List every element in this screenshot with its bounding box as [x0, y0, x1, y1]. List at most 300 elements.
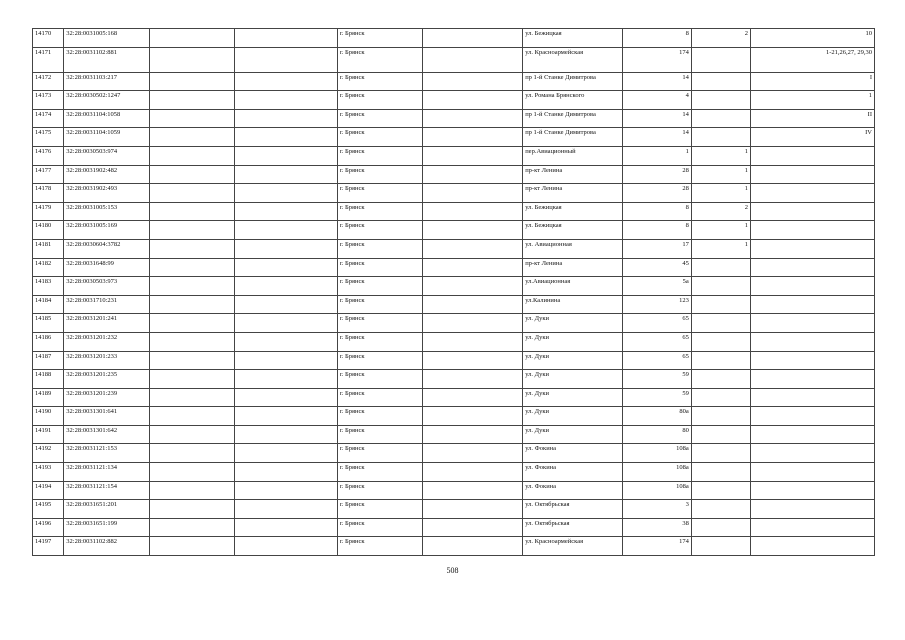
cell-building: 1 [691, 146, 750, 165]
cell-building [691, 444, 750, 463]
cell-house: 28 [622, 184, 691, 203]
cell-cadastral-number: 32:28:0031102:881 [64, 47, 150, 72]
cell-record-number: 14194 [33, 481, 64, 500]
cell-empty [422, 332, 523, 351]
table-row [33, 146, 875, 165]
cell-street: пр-кт Ленина [523, 258, 622, 277]
cell-empty [150, 463, 235, 482]
table-row [33, 47, 875, 72]
cell-empty [150, 165, 235, 184]
cell-empty [150, 72, 235, 91]
cell-house: 1 [622, 146, 691, 165]
cell-empty [235, 146, 338, 165]
table-row [33, 407, 875, 426]
cell-house: 45 [622, 258, 691, 277]
cell-empty [235, 518, 338, 537]
cell-building: 1 [691, 221, 750, 240]
cell-cadastral-number: 32:28:0031104:1059 [64, 128, 150, 147]
cell-premises [750, 258, 874, 277]
cell-record-number: 14189 [33, 388, 64, 407]
cell-empty [235, 239, 338, 258]
cell-building [691, 72, 750, 91]
cell-cadastral-number: 32:28:0031005:169 [64, 221, 150, 240]
cell-cadastral-number: 32:28:0030503:973 [64, 277, 150, 296]
cell-building [691, 109, 750, 128]
table-row [33, 351, 875, 370]
cell-city: г. Брянск [337, 239, 422, 258]
cell-house: 38 [622, 518, 691, 537]
cell-record-number: 14176 [33, 146, 64, 165]
cell-empty [150, 277, 235, 296]
cell-premises [750, 407, 874, 426]
cell-empty [235, 407, 338, 426]
cell-street: ул. Красноармейская [523, 537, 622, 556]
cell-empty [422, 165, 523, 184]
table-row [33, 463, 875, 482]
cell-house: 80 [622, 425, 691, 444]
cell-cadastral-number: 32:28:0031902:493 [64, 184, 150, 203]
cell-cadastral-number: 32:28:0031121:154 [64, 481, 150, 500]
cell-empty [150, 407, 235, 426]
cell-cadastral-number: 32:28:0030502:1247 [64, 91, 150, 110]
cell-empty [235, 29, 338, 48]
cell-cadastral-number: 32:28:0031301:642 [64, 425, 150, 444]
cell-empty [235, 425, 338, 444]
cell-city: г. Брянск [337, 221, 422, 240]
cell-empty [235, 463, 338, 482]
page-number: 508 [446, 566, 459, 575]
cell-premises [750, 444, 874, 463]
cell-street: ул. Бежицкая [523, 202, 622, 221]
cell-building [691, 128, 750, 147]
cell-cadastral-number: 32:28:0031104:1058 [64, 109, 150, 128]
cell-building: 1 [691, 184, 750, 203]
cell-city: г. Брянск [337, 370, 422, 389]
cell-house: 108а [622, 463, 691, 482]
cell-record-number: 14173 [33, 91, 64, 110]
cell-empty [235, 481, 338, 500]
cell-empty [422, 109, 523, 128]
cell-empty [422, 500, 523, 519]
cell-street: ул.Калинина [523, 295, 622, 314]
cell-empty [422, 47, 523, 72]
cell-record-number: 14196 [33, 518, 64, 537]
cell-empty [150, 184, 235, 203]
cell-record-number: 14192 [33, 444, 64, 463]
cell-premises [750, 295, 874, 314]
cell-street: ул. Дуки [523, 425, 622, 444]
cell-city: г. Брянск [337, 500, 422, 519]
cell-cadastral-number: 32:28:0031902:482 [64, 165, 150, 184]
cell-empty [235, 258, 338, 277]
cell-street: ул. Бежицкая [523, 29, 622, 48]
cell-premises: 1-21,26,27, 29,30 [750, 47, 874, 72]
cell-empty [422, 425, 523, 444]
cell-house: 174 [622, 537, 691, 556]
cell-city: г. Брянск [337, 407, 422, 426]
cell-empty [422, 518, 523, 537]
cell-empty [235, 165, 338, 184]
cell-empty [150, 221, 235, 240]
cell-house: 28 [622, 165, 691, 184]
cell-empty [422, 29, 523, 48]
cell-city: г. Брянск [337, 277, 422, 296]
cell-building: 1 [691, 239, 750, 258]
cell-empty [422, 91, 523, 110]
cell-record-number: 14193 [33, 463, 64, 482]
cell-empty [235, 537, 338, 556]
cell-empty [422, 258, 523, 277]
cell-street: ул. Фокина [523, 481, 622, 500]
cell-record-number: 14190 [33, 407, 64, 426]
cell-city: г. Брянск [337, 332, 422, 351]
cell-premises: 1 [750, 91, 874, 110]
cell-empty [422, 444, 523, 463]
cell-cadastral-number: 32:28:0031201:239 [64, 388, 150, 407]
cell-building: 2 [691, 202, 750, 221]
table-row [33, 165, 875, 184]
cell-record-number: 14179 [33, 202, 64, 221]
cell-cadastral-number: 32:28:0031301:641 [64, 407, 150, 426]
cell-cadastral-number: 32:28:0031201:241 [64, 314, 150, 333]
cell-empty [422, 314, 523, 333]
cell-record-number: 14185 [33, 314, 64, 333]
cell-street: пер.Авиационный [523, 146, 622, 165]
cell-cadastral-number: 32:28:0031201:233 [64, 351, 150, 370]
table-row [33, 444, 875, 463]
cell-street: ул. Дуки [523, 388, 622, 407]
cell-empty [235, 91, 338, 110]
cell-premises [750, 332, 874, 351]
cell-street: ул. Бежицкая [523, 221, 622, 240]
cell-house: 174 [622, 47, 691, 72]
cell-premises [750, 463, 874, 482]
cell-empty [235, 277, 338, 296]
cell-building [691, 47, 750, 72]
cell-building [691, 518, 750, 537]
cell-street: ул. Дуки [523, 370, 622, 389]
cell-house: 65 [622, 351, 691, 370]
cell-house: 59 [622, 370, 691, 389]
cell-cadastral-number: 32:28:0031648:99 [64, 258, 150, 277]
cell-empty [235, 47, 338, 72]
cell-building [691, 332, 750, 351]
cell-premises [750, 314, 874, 333]
cell-house: 14 [622, 109, 691, 128]
cell-house: 80а [622, 407, 691, 426]
cell-premises [750, 425, 874, 444]
cell-record-number: 14172 [33, 72, 64, 91]
cell-building [691, 463, 750, 482]
cell-empty [150, 146, 235, 165]
cell-house: 5а [622, 277, 691, 296]
cell-empty [422, 537, 523, 556]
cell-empty [150, 481, 235, 500]
cell-empty [150, 425, 235, 444]
cell-record-number: 14171 [33, 47, 64, 72]
cell-premises: 10 [750, 29, 874, 48]
cell-record-number: 14184 [33, 295, 64, 314]
cell-street: пр-кт Ленина [523, 165, 622, 184]
cell-street: пр 1-й Станке Димитрова [523, 128, 622, 147]
cell-empty [235, 500, 338, 519]
cell-empty [150, 202, 235, 221]
cell-record-number: 14183 [33, 277, 64, 296]
cell-record-number: 14180 [33, 221, 64, 240]
cell-street: ул. Фокина [523, 463, 622, 482]
cell-empty [150, 388, 235, 407]
cell-building [691, 481, 750, 500]
cell-record-number: 14195 [33, 500, 64, 519]
cell-empty [235, 314, 338, 333]
cell-house: 108а [622, 444, 691, 463]
cell-empty [150, 518, 235, 537]
cell-record-number: 14177 [33, 165, 64, 184]
cell-empty [422, 351, 523, 370]
cell-empty [235, 202, 338, 221]
cell-empty [422, 388, 523, 407]
cell-empty [422, 128, 523, 147]
cell-street: ул.Авиационная [523, 277, 622, 296]
cell-premises [750, 370, 874, 389]
cell-street: ул. Дуки [523, 314, 622, 333]
table-row [33, 72, 875, 91]
cell-city: г. Брянск [337, 165, 422, 184]
cell-city: г. Брянск [337, 146, 422, 165]
cell-premises [750, 184, 874, 203]
cell-record-number: 14187 [33, 351, 64, 370]
table-row [33, 481, 875, 500]
cell-city: г. Брянск [337, 314, 422, 333]
table-row [33, 370, 875, 389]
cell-cadastral-number: 32:28:0031103:217 [64, 72, 150, 91]
cell-city: г. Брянск [337, 537, 422, 556]
cell-city: г. Брянск [337, 388, 422, 407]
cell-record-number: 14181 [33, 239, 64, 258]
cell-empty [235, 332, 338, 351]
cell-empty [422, 481, 523, 500]
cell-house: 108а [622, 481, 691, 500]
cell-building [691, 314, 750, 333]
cell-cadastral-number: 32:28:0030503:974 [64, 146, 150, 165]
cell-record-number: 14197 [33, 537, 64, 556]
cell-city: г. Брянск [337, 202, 422, 221]
table-row [33, 314, 875, 333]
cell-street: ул. Октябрьская [523, 500, 622, 519]
cell-empty [235, 221, 338, 240]
table-row [33, 537, 875, 556]
table-row [33, 91, 875, 110]
cell-building [691, 425, 750, 444]
cell-cadastral-number: 32:28:0031102:882 [64, 537, 150, 556]
cell-empty [150, 47, 235, 72]
cell-cadastral-number: 32:28:0031121:134 [64, 463, 150, 482]
cell-empty [150, 128, 235, 147]
cell-empty [422, 463, 523, 482]
cell-empty [235, 72, 338, 91]
cell-building [691, 258, 750, 277]
cell-house: 14 [622, 128, 691, 147]
cell-premises: I [750, 72, 874, 91]
cell-city: г. Брянск [337, 444, 422, 463]
cell-city: г. Брянск [337, 29, 422, 48]
cell-street: ул. Дуки [523, 332, 622, 351]
cell-empty [150, 537, 235, 556]
cell-empty [150, 370, 235, 389]
cell-city: г. Брянск [337, 184, 422, 203]
cell-empty [422, 277, 523, 296]
cell-house: 8 [622, 29, 691, 48]
cell-premises [750, 481, 874, 500]
cell-house: 4 [622, 91, 691, 110]
cell-premises [750, 277, 874, 296]
table-row [33, 109, 875, 128]
property-register-table [32, 28, 875, 556]
cell-building [691, 295, 750, 314]
cell-building: 2 [691, 29, 750, 48]
cell-empty [235, 370, 338, 389]
cell-empty [150, 295, 235, 314]
cell-house: 123 [622, 295, 691, 314]
cell-premises [750, 351, 874, 370]
cell-empty [235, 388, 338, 407]
cell-cadastral-number: 32:28:0031651:201 [64, 500, 150, 519]
cell-empty [422, 72, 523, 91]
cell-empty [150, 91, 235, 110]
cell-premises [750, 165, 874, 184]
cell-street: ул. Дуки [523, 407, 622, 426]
cell-building [691, 91, 750, 110]
cell-city: г. Брянск [337, 91, 422, 110]
cell-city: г. Брянск [337, 463, 422, 482]
cell-building [691, 277, 750, 296]
cell-empty [150, 109, 235, 128]
cell-premises [750, 388, 874, 407]
cell-house: 65 [622, 332, 691, 351]
cell-house: 8 [622, 221, 691, 240]
cell-record-number: 14188 [33, 370, 64, 389]
cell-empty [150, 332, 235, 351]
cell-premises [750, 239, 874, 258]
cell-premises: II [750, 109, 874, 128]
cell-city: г. Брянск [337, 351, 422, 370]
table-row [33, 221, 875, 240]
cell-empty [235, 184, 338, 203]
cell-street: ул. Фокина [523, 444, 622, 463]
cell-street: ул. Октябрьская [523, 518, 622, 537]
cell-cadastral-number: 32:28:0031201:232 [64, 332, 150, 351]
cell-house: 14 [622, 72, 691, 91]
cell-record-number: 14175 [33, 128, 64, 147]
cell-record-number: 14178 [33, 184, 64, 203]
table-row [33, 184, 875, 203]
cell-house: 3 [622, 500, 691, 519]
cell-premises [750, 146, 874, 165]
cell-building [691, 500, 750, 519]
cell-record-number: 14191 [33, 425, 64, 444]
cell-record-number: 14182 [33, 258, 64, 277]
cell-cadastral-number: 32:28:0031651:199 [64, 518, 150, 537]
cell-street: пр-кт Ленина [523, 184, 622, 203]
cell-record-number: 14186 [33, 332, 64, 351]
cell-city: г. Брянск [337, 72, 422, 91]
table-row [33, 29, 875, 48]
table-row [33, 332, 875, 351]
cell-empty [150, 444, 235, 463]
cell-empty [422, 184, 523, 203]
cell-premises [750, 202, 874, 221]
table-row [33, 425, 875, 444]
cell-empty [235, 351, 338, 370]
cell-building [691, 370, 750, 389]
cell-premises [750, 537, 874, 556]
cell-city: г. Брянск [337, 109, 422, 128]
cell-premises [750, 518, 874, 537]
cell-premises [750, 500, 874, 519]
table-row [33, 128, 875, 147]
cell-premises [750, 221, 874, 240]
cell-street: ул. Романа Брянского [523, 91, 622, 110]
cell-empty [235, 128, 338, 147]
cell-empty [150, 258, 235, 277]
cell-empty [150, 314, 235, 333]
table-row [33, 277, 875, 296]
cell-record-number: 14174 [33, 109, 64, 128]
table-row [33, 388, 875, 407]
cell-record-number: 14170 [33, 29, 64, 48]
cell-empty [150, 29, 235, 48]
cell-cadastral-number: 32:28:0031121:153 [64, 444, 150, 463]
table-row [33, 500, 875, 519]
cell-house: 59 [622, 388, 691, 407]
cell-cadastral-number: 32:28:0031710:231 [64, 295, 150, 314]
cell-empty [150, 500, 235, 519]
cell-city: г. Брянск [337, 128, 422, 147]
cell-street: ул. Красноармейская [523, 47, 622, 72]
table-row [33, 295, 875, 314]
cell-premises: IV [750, 128, 874, 147]
cell-street: пр 1-й Станке Димитрова [523, 109, 622, 128]
cell-empty [235, 295, 338, 314]
cell-building: 1 [691, 165, 750, 184]
cell-house: 17 [622, 239, 691, 258]
cell-empty [422, 221, 523, 240]
cell-city: г. Брянск [337, 258, 422, 277]
cell-empty [422, 202, 523, 221]
cell-cadastral-number: 32:28:0031201:235 [64, 370, 150, 389]
cell-building [691, 388, 750, 407]
cell-empty [150, 351, 235, 370]
table-row [33, 239, 875, 258]
cell-building [691, 351, 750, 370]
cell-city: г. Брянск [337, 481, 422, 500]
cell-empty [422, 407, 523, 426]
cell-city: г. Брянск [337, 295, 422, 314]
table-body [33, 29, 875, 556]
cell-empty [422, 370, 523, 389]
cell-street: ул. Авиационная [523, 239, 622, 258]
cell-building [691, 407, 750, 426]
cell-street: пр 1-й Станке Димитрова [523, 72, 622, 91]
table-row [33, 518, 875, 537]
cell-cadastral-number: 32:28:0031005:168 [64, 29, 150, 48]
cell-house: 65 [622, 314, 691, 333]
cell-empty [235, 109, 338, 128]
cell-street: ул. Дуки [523, 351, 622, 370]
cell-empty [422, 239, 523, 258]
cell-cadastral-number: 32:28:0030604:3782 [64, 239, 150, 258]
cell-empty [422, 295, 523, 314]
